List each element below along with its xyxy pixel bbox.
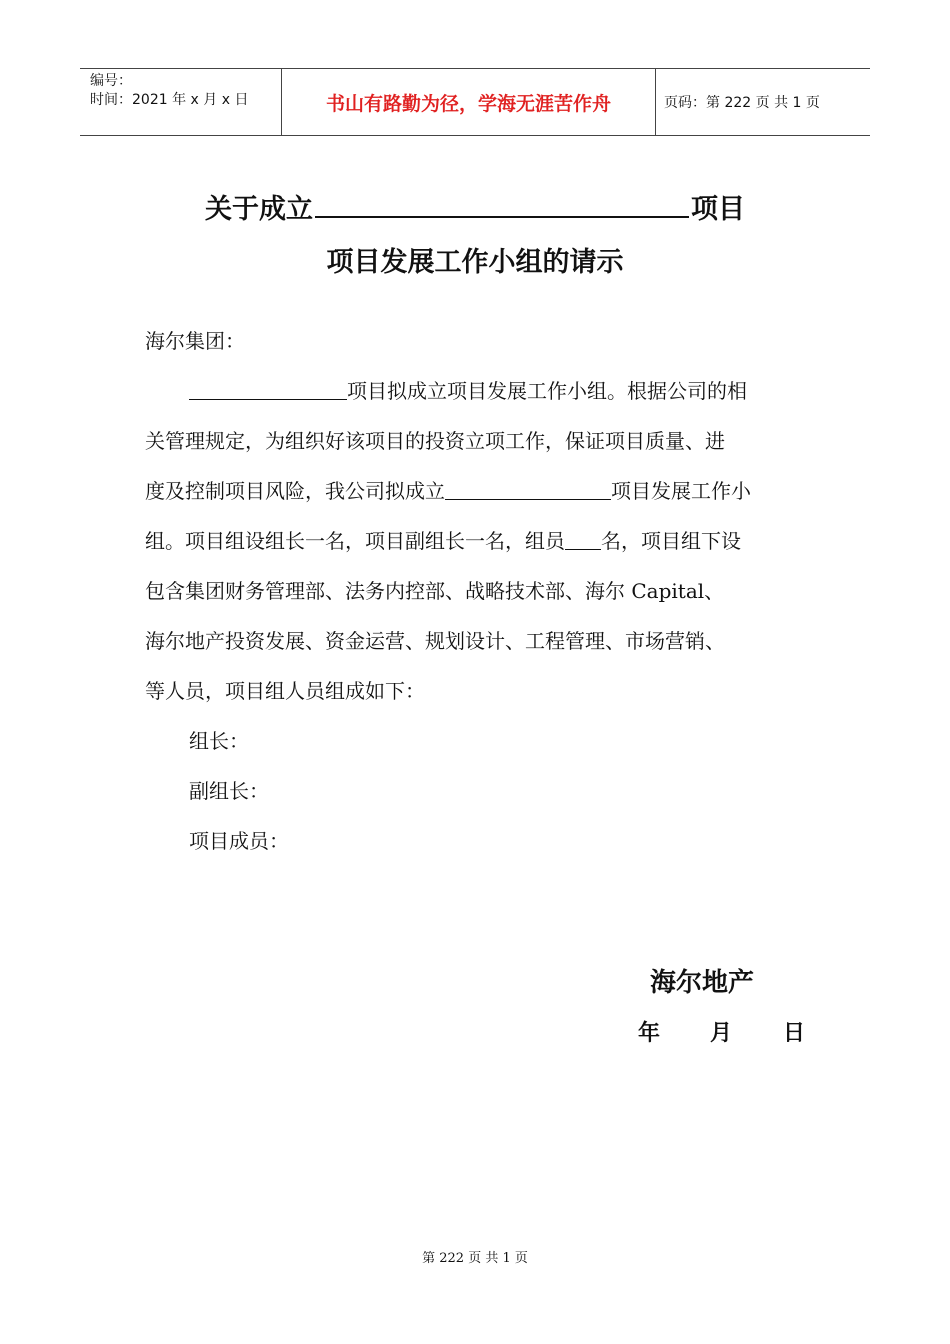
paragraph-line-2: 关管理规定，为组织好该项目的投资立项工作，保证项目质量、进 (145, 429, 725, 453)
paragraph-text: 度及控制项目风险，我公司拟成立 (145, 479, 445, 503)
paragraph-line-4 (145, 516, 810, 566)
members-line: 项目成员： (189, 829, 289, 853)
paragraph-text: 组。项目组设组长一名，项目副组长一名，组员 (145, 529, 565, 553)
signature-company: 海尔地产 (650, 968, 755, 998)
header-meta-cell (80, 69, 282, 135)
paragraph-text: 项目拟成立项目发展工作小组。根据公司的相 (347, 379, 747, 403)
signature-month: 月 (710, 1021, 733, 1046)
document-header-table (80, 68, 870, 136)
paragraph-line-7: 等人员，项目组人员组成如下： (145, 679, 425, 703)
paragraph-line-5: 包含集团财务管理部、法务内控部、战略技术部、海尔 Capital、 (145, 579, 725, 603)
document-title-line2: 项目发展工作小组的请示 (326, 247, 624, 278)
paragraph-line-3 (145, 466, 810, 516)
paragraph-text: 项目发展工作小 (611, 479, 751, 503)
salutation: 海尔集团： (145, 329, 245, 353)
header-motto: 书山有路勤为径，学海无涯苦作舟 (282, 69, 656, 135)
vice-leader-line: 副组长： (189, 779, 269, 803)
paragraph-text: 名，项目组下设 (601, 529, 741, 553)
project-name-blank (189, 377, 347, 400)
header-page-info: 页码：第 222 页 共 1 页 (664, 95, 820, 111)
title-project-blank (315, 188, 689, 218)
page-footer: 第 222 页 共 1 页 (422, 1251, 528, 1266)
signature-day: 日 (783, 1021, 806, 1046)
time-label: 时间：2021 年 x 月 x 日 (90, 92, 249, 108)
document-title-line1 (0, 188, 950, 230)
signature-year: 年 (638, 1021, 661, 1046)
paragraph-line-6: 海尔地产投资发展、资金运营、规划设计、工程管理、市场营销、 (145, 629, 725, 653)
leader-line: 组长： (189, 729, 249, 753)
project-name-blank-2 (445, 477, 611, 500)
number-label: 编号： (90, 73, 132, 89)
member-count-blank (565, 527, 601, 550)
document-body (145, 316, 810, 866)
paragraph-line-1 (145, 366, 810, 416)
title-suffix: 项目 (691, 194, 745, 225)
title-prefix: 关于成立 (205, 194, 313, 225)
